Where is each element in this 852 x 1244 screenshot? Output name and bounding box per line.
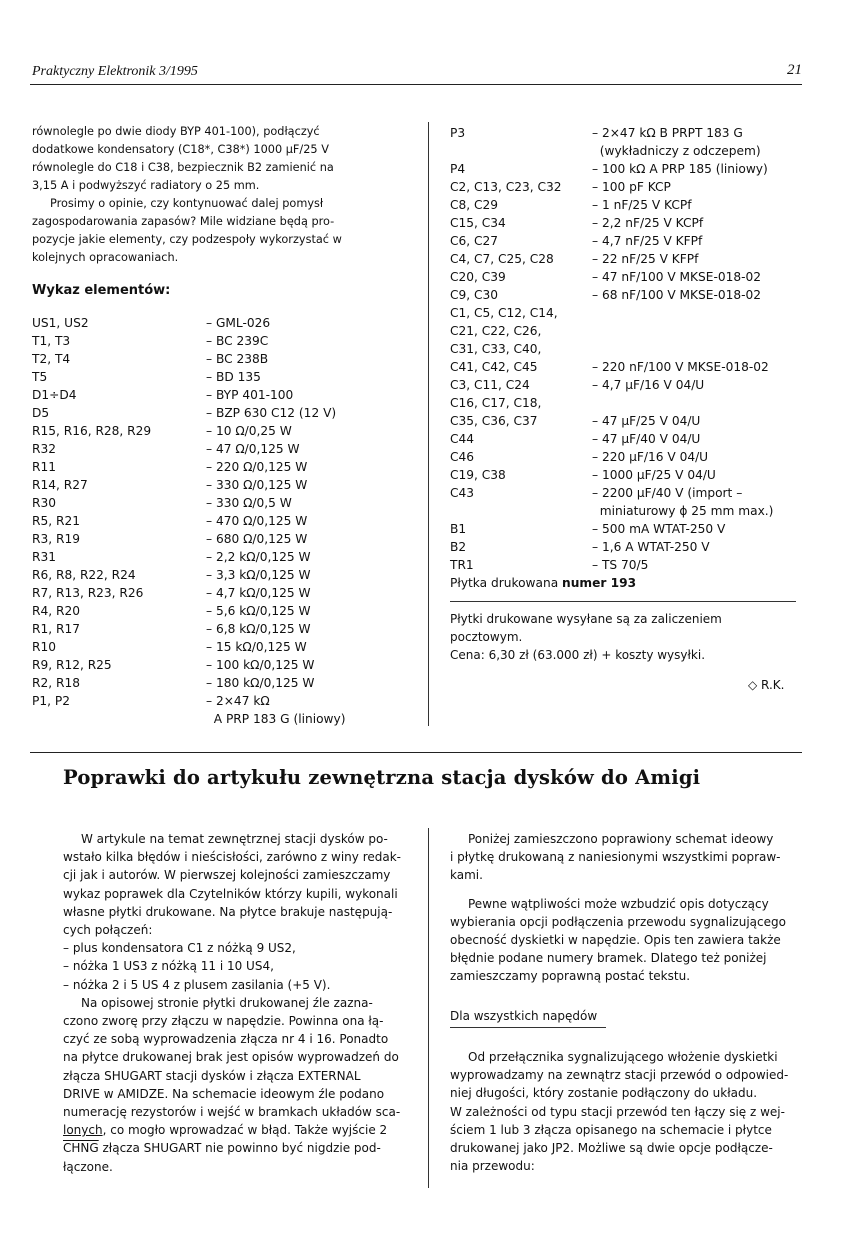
text-line: drukowanej jako JP2. Możliwe są dwie opcje podłącze-: [450, 1141, 773, 1156]
part-designator: C6, C27: [450, 234, 499, 248]
part-designator: B1: [450, 522, 467, 536]
text-line: [63, 1139, 409, 1157]
column-divider-bottom: [428, 828, 429, 1188]
article-column-right-lower: [450, 1048, 796, 1175]
underlined-word: lonych: [63, 1123, 103, 1138]
part-value: – 15 kΩ/0,125 W: [206, 640, 307, 654]
text-line: niej długości, który zostanie podłączony do układu.: [450, 1086, 758, 1101]
part-value: – 10 Ω/0,25 W: [206, 424, 292, 438]
part-value: – 680 Ω/0,125 W: [206, 532, 308, 546]
text-line: czyć ze sobą wyprowadzenia złącza nr 4 i 16. Ponadto: [63, 1032, 389, 1047]
part-value: – 2×47 kΩ B PRPT 183 G: [592, 126, 743, 140]
text-line: cji jak i autorów. W pierwszej kolejności zamieszczamy: [63, 868, 391, 883]
parts-row: [450, 520, 820, 538]
parts-row: [450, 304, 820, 322]
text-line: nia przewodu:: [450, 1159, 535, 1174]
part-designator: R11: [32, 460, 56, 474]
parts-row: [32, 368, 422, 386]
part-value: – 220 μF/16 V 04/U: [592, 450, 709, 464]
part-designator: C43: [450, 486, 475, 500]
overlined-signal: CHNG: [63, 1141, 99, 1156]
part-designator: T1, T3: [32, 334, 71, 348]
part-designator: C35, C36, C37: [450, 414, 538, 428]
text-line: zamieszczamy poprawną postać tekstu.: [450, 969, 691, 984]
text-fragment: , co mogło wprowadzać w błąd. Także wyjście 2: [102, 1123, 388, 1138]
part-value: – 68 nF/100 V MKSE-018-02: [592, 288, 762, 302]
part-designator: C19, C38: [450, 468, 506, 482]
subheading: Dla wszystkich napędów: [450, 1009, 598, 1023]
part-designator: R1, R17: [32, 622, 80, 636]
parts-row: [32, 566, 422, 584]
part-value: – 2200 μF/40 V (import –: [592, 486, 743, 500]
text-line: cych połączeń:: [63, 923, 153, 938]
intro-line: dodatkowe kondensatory (C18*, C38*) 1000 μF/25 V: [32, 143, 329, 156]
part-designator: P1, P2: [32, 694, 70, 708]
parts-row: [32, 386, 422, 404]
text-line: obecność dyskietki w napędzie. Opis ten zawiera także: [450, 933, 781, 948]
part-value: miniaturowy ϕ 25 mm max.): [592, 504, 774, 518]
pcb-number: numer 193: [562, 576, 637, 590]
part-designator: C8, C29: [450, 198, 499, 212]
text-line: wyprowadzamy na zewnątrz stacji przewód o odpowied-: [450, 1068, 789, 1083]
parts-row: [450, 286, 820, 304]
part-designator: R9, R12, R25: [32, 658, 112, 672]
text-line: DRIVE w AMIDZE. Na schemacie ideowym źle podano: [63, 1086, 385, 1101]
intro-paragraph: [32, 123, 406, 267]
parts-row: [450, 250, 820, 268]
intro-line: równolegle po dwie diody BYP 401-100), podłączyć: [32, 125, 320, 138]
parts-row: [32, 674, 422, 692]
part-designator: R6, R8, R22, R24: [32, 568, 136, 582]
part-value: – 220 Ω/0,125 W: [206, 460, 308, 474]
part-value: – 4,7 nF/25 V KFPf: [592, 234, 703, 248]
shipping-line: pocztowym.: [450, 630, 523, 644]
part-designator: D1÷D4: [32, 388, 77, 402]
parts-row: [32, 656, 422, 674]
intro-line: 3,15 A i podwyższyć radiatory o 25 mm.: [32, 179, 260, 192]
text-line: czono zworę przy złączu w napędzie. Powinna ona łą-: [63, 1014, 384, 1029]
part-designator: C44: [450, 432, 475, 446]
part-value: – 470 Ω/0,125 W: [206, 514, 308, 528]
column-divider: [428, 122, 429, 726]
parts-row: [450, 196, 820, 214]
parts-row: [32, 458, 422, 476]
part-value: A PRP 183 G (liniowy): [206, 712, 346, 726]
text-line: W artykule na temat zewnętrznej stacji dysków po-: [81, 832, 388, 846]
parts-row: [450, 268, 820, 286]
journal-header: Praktyczny Elektronik 3/1995: [32, 64, 198, 79]
author-signature: ◇ R.K.: [748, 678, 785, 692]
part-value: – BZP 630 C12 (12 V): [206, 406, 337, 420]
part-value: – 2,2 kΩ/0,125 W: [206, 550, 311, 564]
parts-row: [32, 476, 422, 494]
pcb-label: Płytka drukowana: [450, 576, 563, 590]
part-designator: R32: [32, 442, 56, 456]
parts-row: [32, 314, 422, 332]
part-designator: C2, C13, C23, C32: [450, 180, 562, 194]
parts-row: [450, 430, 820, 448]
part-value: – 1 nF/25 V KCPf: [592, 198, 692, 212]
part-designator: C3, C11, C24: [450, 378, 530, 392]
header-rule: [30, 84, 802, 85]
subheading-rule: [450, 1027, 606, 1028]
parts-row: [32, 422, 422, 440]
part-designator: R5, R21: [32, 514, 80, 528]
text-fragment: złącza SHUGART nie powinno być nigdzie pod-: [98, 1141, 381, 1156]
intro-line: zagospodarowania zapasów? Mile widziane będą pro-: [32, 215, 335, 228]
part-designator: US1, US2: [32, 316, 89, 330]
part-value: – 330 Ω/0,125 W: [206, 478, 308, 492]
parts-row: [450, 178, 820, 196]
parts-row: [32, 584, 422, 602]
part-designator: B2: [450, 540, 467, 554]
text-line: kami.: [450, 868, 483, 883]
part-designator: T2, T4: [32, 352, 71, 366]
part-designator: C16, C17, C18,: [450, 396, 542, 410]
parts-row: [32, 350, 422, 368]
article-title: Poprawki do artykułu zewnętrzna stacja dysków do Amigi: [63, 766, 701, 789]
part-value: – 1,6 A WTAT-250 V: [592, 540, 710, 554]
part-value: – 330 Ω/0,5 W: [206, 496, 292, 510]
page-number: 21: [787, 62, 802, 78]
parts-row: [450, 394, 820, 412]
part-value: – TS 70/5: [592, 558, 649, 572]
part-designator: TR1: [450, 558, 474, 572]
part-designator: R10: [32, 640, 56, 654]
parts-row: [32, 512, 422, 530]
part-designator: R4, R20: [32, 604, 80, 618]
parts-row: [450, 322, 820, 340]
part-value: – 4,7 μF/16 V 04/U: [592, 378, 705, 392]
text-line: wstało kilka błędów i nieścisłości, zarówno z winy redak-: [63, 850, 402, 865]
text-line: Pewne wątpliwości może wzbudzić opis dotyczący: [468, 896, 769, 911]
part-value: – 1000 μF/25 V 04/U: [592, 468, 716, 482]
part-value: – 180 kΩ/0,125 W: [206, 676, 315, 690]
text-line: numerację rezystorów i wejść w bramkach układów sca-: [63, 1105, 401, 1120]
intro-line: pozycje jakie elementy, czy podzespoły wykorzystać w: [32, 233, 342, 246]
part-designator: C20, C39: [450, 270, 506, 284]
parts-row: [32, 710, 422, 728]
text-line: błędnie podane numery bramek. Dlatego też poniżej: [450, 951, 767, 966]
text-line: [63, 1121, 409, 1139]
part-designator: R14, R27: [32, 478, 88, 492]
part-designator: C4, C7, C25, C28: [450, 252, 554, 266]
parts-row: [450, 412, 820, 430]
part-value: – 22 nF/25 V KFPf: [592, 252, 699, 266]
text-line: wybierania opcji podłączenia przewodu sygnalizującego: [450, 914, 786, 929]
part-designator: P4: [450, 162, 466, 176]
pcb-line: [450, 574, 636, 592]
part-designator: C46: [450, 450, 475, 464]
part-designator: C21, C22, C26,: [450, 324, 542, 338]
parts-row: [450, 376, 820, 394]
text-line: Poniżej zamieszczono poprawiony schemat ideowy: [468, 832, 774, 846]
parts-row: [450, 124, 820, 142]
parts-row: [32, 494, 422, 512]
part-designator: R31: [32, 550, 56, 564]
part-value: – 100 kΩ/0,125 W: [206, 658, 315, 672]
part-value: (wykładniczy z odczepem): [592, 144, 761, 158]
text-line: na płytce drukowanej brak jest opisów wyprowadzeń do: [63, 1050, 399, 1065]
parts-row: [450, 142, 820, 160]
part-designator: C1, C5, C12, C14,: [450, 306, 558, 320]
text-line: W zależności od typu stacji przewód ten łączy się z wej-: [450, 1104, 785, 1119]
parts-row: [450, 502, 820, 520]
text-line: własne płytki drukowane. Na płytce brakuje następują-: [63, 904, 393, 919]
part-designator: C41, C42, C45: [450, 360, 538, 374]
parts-row: [450, 358, 820, 376]
text-line: złącza SHUGART stacji dysków i złącza EXTERNAL: [63, 1068, 361, 1083]
parts-row: [32, 692, 422, 710]
part-designator: R30: [32, 496, 56, 510]
parts-row: [450, 556, 820, 574]
parts-row: [450, 466, 820, 484]
parts-row: [32, 602, 422, 620]
part-value: – 47 μF/25 V 04/U: [592, 414, 701, 428]
part-designator: T5: [32, 370, 48, 384]
notes-divider: [450, 601, 796, 602]
shipping-note: [450, 610, 722, 664]
part-value: – 5,6 kΩ/0,125 W: [206, 604, 311, 618]
parts-row: [32, 620, 422, 638]
article-column-right: [450, 830, 796, 986]
part-designator: C31, C33, C40,: [450, 342, 542, 356]
part-value: – 100 kΩ A PRP 185 (liniowy): [592, 162, 768, 176]
part-value: – 2×47 kΩ: [206, 694, 270, 708]
part-value: – 2,2 nF/25 V KCPf: [592, 216, 704, 230]
parts-list-left: [32, 314, 422, 728]
text-line: wykaz poprawek dla Czytelników którzy kupili, wykonali: [63, 886, 398, 901]
text-line: ściem 1 lub 3 złącza opisanego na schemacie i płytce: [450, 1122, 772, 1137]
part-designator: C9, C30: [450, 288, 499, 302]
part-value: – BC 238B: [206, 352, 269, 366]
section-divider: [30, 752, 802, 753]
bullet-line: – nóżka 1 US3 z nóżką 11 i 10 US4,: [63, 959, 274, 974]
text-line: Na opisowej stronie płytki drukowanej źle zazna-: [81, 995, 373, 1010]
text-line: łączone.: [63, 1159, 113, 1174]
part-value: – BC 239C: [206, 334, 269, 348]
shipping-line: Płytki drukowane wysyłane są za zaliczeniem: [450, 612, 722, 626]
part-value: – 47 nF/100 V MKSE-018-02: [592, 270, 762, 284]
parts-row: [450, 160, 820, 178]
part-designator: R15, R16, R28, R29: [32, 424, 152, 438]
part-value: – 4,7 kΩ/0,125 W: [206, 586, 311, 600]
parts-row: [32, 638, 422, 656]
intro-line: kolejnych opracowaniach.: [32, 251, 179, 264]
part-value: – 6,8 kΩ/0,125 W: [206, 622, 311, 636]
text-line: Od przełącznika sygnalizującego włożenie dyskietki: [468, 1050, 778, 1064]
parts-row: [450, 214, 820, 232]
part-designator: R2, R18: [32, 676, 80, 690]
bullet-line: – nóżka 2 i 5 US 4 z plusem zasilania (+5 V).: [63, 977, 331, 992]
part-designator: P3: [450, 126, 466, 140]
parts-row: [450, 340, 820, 358]
parts-row: [450, 232, 820, 250]
parts-list-heading: Wykaz elementów:: [32, 283, 171, 298]
text-line: i płytkę drukowaną z naniesionymi wszystkimi popraw-: [450, 850, 781, 865]
part-designator: D5: [32, 406, 50, 420]
part-designator: C15, C34: [450, 216, 506, 230]
parts-row: [32, 440, 422, 458]
part-designator: R3, R19: [32, 532, 80, 546]
price-line: Cena: 6,30 zł (63.000 zł) + koszty wysyłki.: [450, 648, 706, 662]
parts-row: [450, 538, 820, 556]
part-value: – 47 Ω/0,125 W: [206, 442, 300, 456]
part-value: – 100 pF KCP: [592, 180, 671, 194]
parts-row: [450, 484, 820, 502]
part-value: – 220 nF/100 V MKSE-018-02: [592, 360, 769, 374]
bullet-line: – plus kondensatora C1 z nóżką 9 US2,: [63, 941, 296, 956]
part-value: – GML-026: [206, 316, 271, 330]
part-value: – 3,3 kΩ/0,125 W: [206, 568, 311, 582]
parts-row: [32, 332, 422, 350]
part-value: – 500 mA WTAT-250 V: [592, 522, 726, 536]
parts-row: [450, 448, 820, 466]
parts-row: [32, 404, 422, 422]
parts-row: [32, 530, 422, 548]
part-value: – 47 μF/40 V 04/U: [592, 432, 701, 446]
parts-list-right: [450, 124, 820, 574]
intro-line: Prosimy o opinie, czy kontynuować dalej pomysł: [50, 197, 324, 210]
part-value: – BD 135: [206, 370, 261, 384]
part-designator: R7, R13, R23, R26: [32, 586, 144, 600]
intro-line: równolegle do C18 i C38, bezpiecznik B2 zamienić na: [32, 161, 334, 174]
parts-row: [32, 548, 422, 566]
article-column-left: [63, 830, 409, 1176]
part-value: – BYP 401-100: [206, 388, 294, 402]
